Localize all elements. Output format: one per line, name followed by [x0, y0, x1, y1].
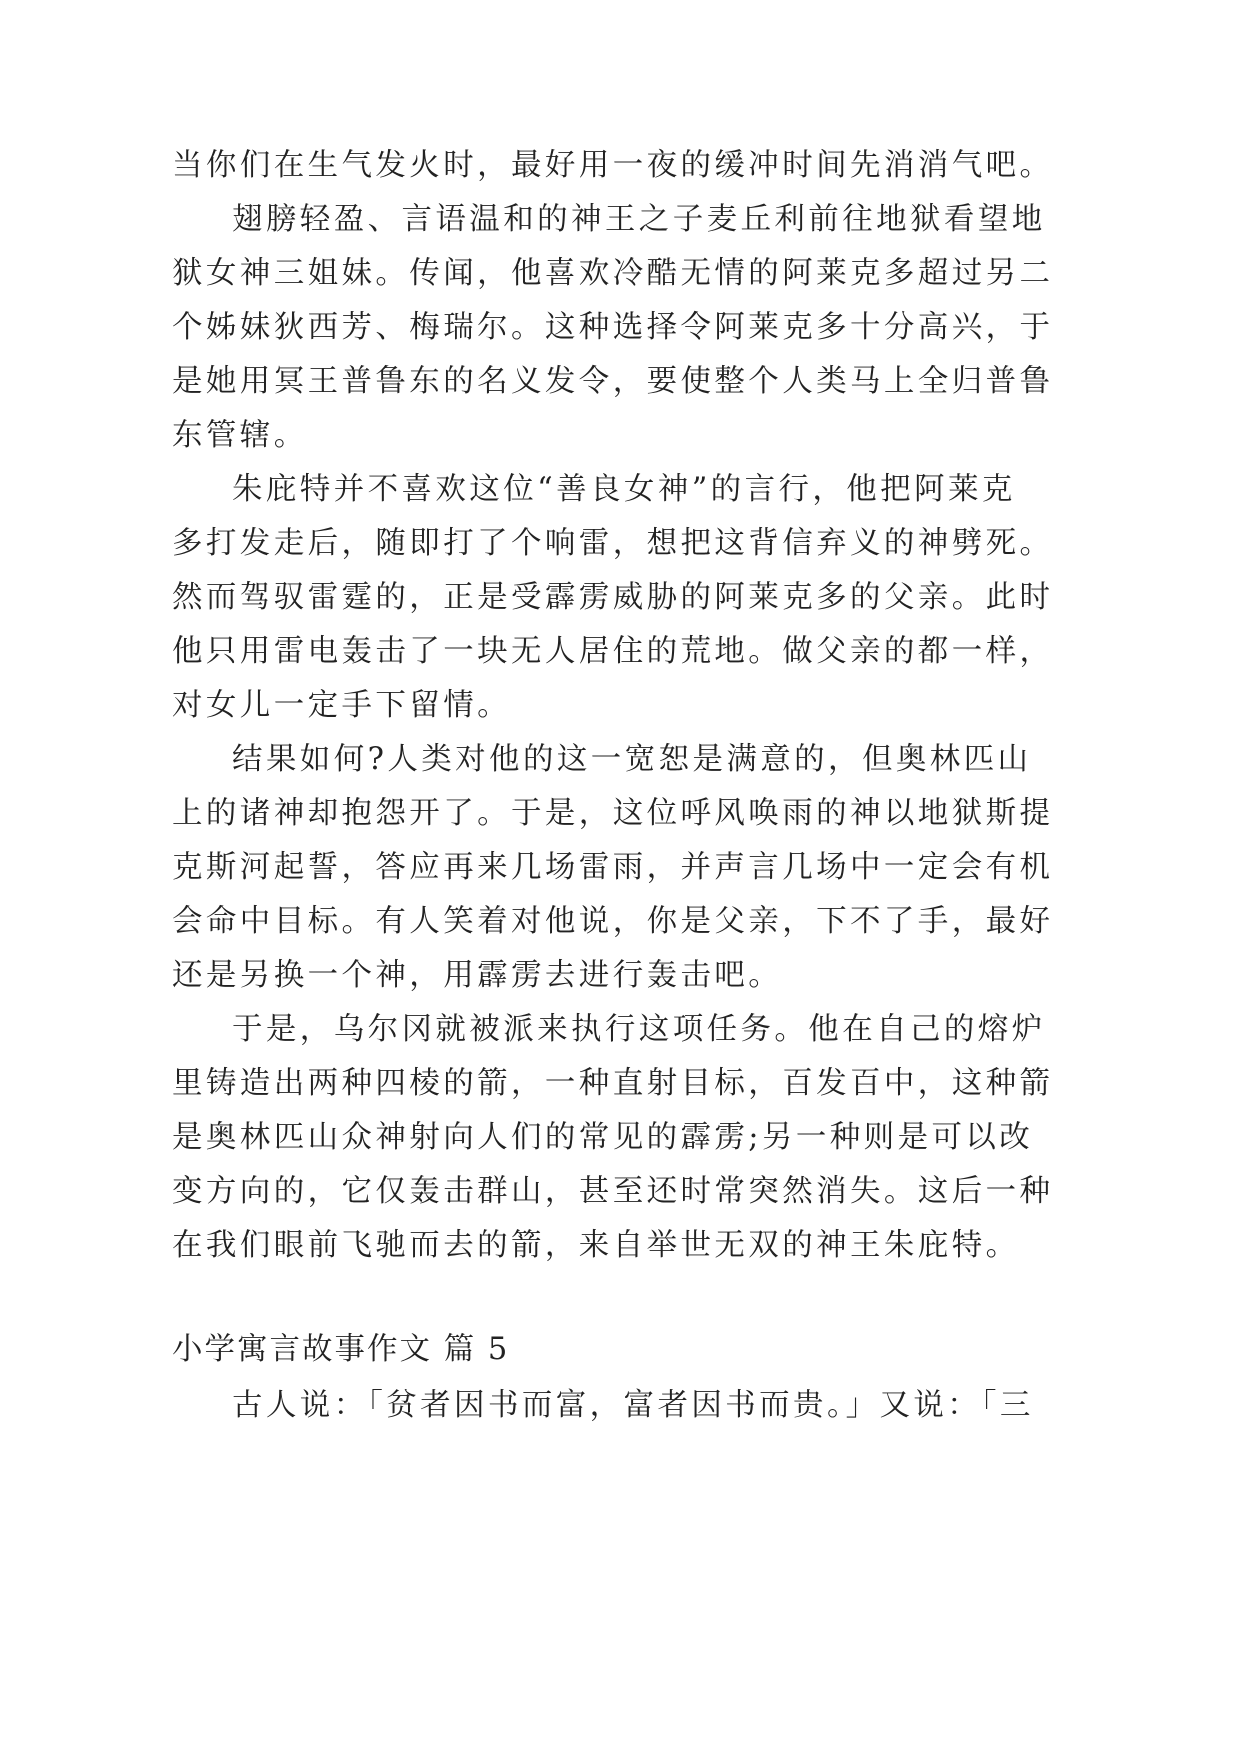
text-line-10: 他只用雷电轰击了一块无人居住的荒地。做父亲的都一样， [172, 634, 1054, 669]
section-first-line: 古人说：「贫者因书而富，富者因书而贵。」又说：「三 [232, 1388, 1034, 1423]
text-line-4: 个姊妹狄西芳、梅瑞尔。这种选择令阿莱克多十分高兴，于 [172, 310, 1054, 345]
paragraph-start-line: 翅膀轻盈、言语温和的神王之子麦丘利前往地狱看望地 [232, 202, 1046, 237]
text-line-9: 然而驾驭雷霆的，正是受霹雳威胁的阿莱克多的父亲。此时 [172, 580, 1054, 615]
paragraph-start-line: 于是，乌尔冈就被派来执行这项任务。他在自己的熔炉 [232, 1012, 1046, 1047]
text-line-16: 还是另换一个神，用霹雳去进行轰击吧。 [172, 958, 783, 993]
text-line-21: 在我们眼前飞驰而去的箭，来自举世无双的神王朱庇特。 [172, 1228, 1020, 1263]
paragraph-start-line: 朱庇特并不喜欢这位“善良女神”的言行，他把阿莱克 [232, 472, 1016, 507]
text-line-19: 是奥林匹山众神射向人们的常见的霹雳;另一种则是可以改 [172, 1120, 1034, 1155]
text-line-5: 是她用冥王普鲁东的名义发令，要使整个人类马上全归普鲁 [172, 364, 1054, 399]
text-line-8: 多打发走后，随即打了个响雷，想把这背信弃义的神劈死。 [172, 526, 1054, 561]
text-line-18: 里铸造出两种四棱的箭，一种直射目标，百发百中，这种箭 [172, 1066, 1054, 1101]
text-line-1: 当你们在生气发火时，最好用一夜的缓冲时间先消消气吧。 [172, 148, 1054, 183]
text-line-13: 上的诸神却抱怨开了。于是，这位呼风唤雨的神以地狱斯提 [172, 796, 1054, 831]
section-heading: 小学寓言故事作文 篇 5 [172, 1332, 510, 1367]
text-line-20: 变方向的，它仅轰击群山，甚至还时常突然消失。这后一种 [172, 1174, 1054, 1209]
text-line-3: 狱女神三姐妹。传闻，他喜欢冷酷无情的阿莱克多超过另二 [172, 256, 1054, 291]
text-line-15: 会命中目标。有人笑着对他说，你是父亲，下不了手，最好 [172, 904, 1054, 939]
text-line-6: 东管辖。 [172, 418, 308, 453]
paragraph-start-line: 结果如何?人类对他的这一宽恕是满意的，但奥林匹山 [232, 742, 1032, 777]
text-line-14: 克斯河起誓，答应再来几场雷雨，并声言几场中一定会有机 [172, 850, 1054, 885]
text-line-11: 对女儿一定手下留情。 [172, 688, 511, 723]
